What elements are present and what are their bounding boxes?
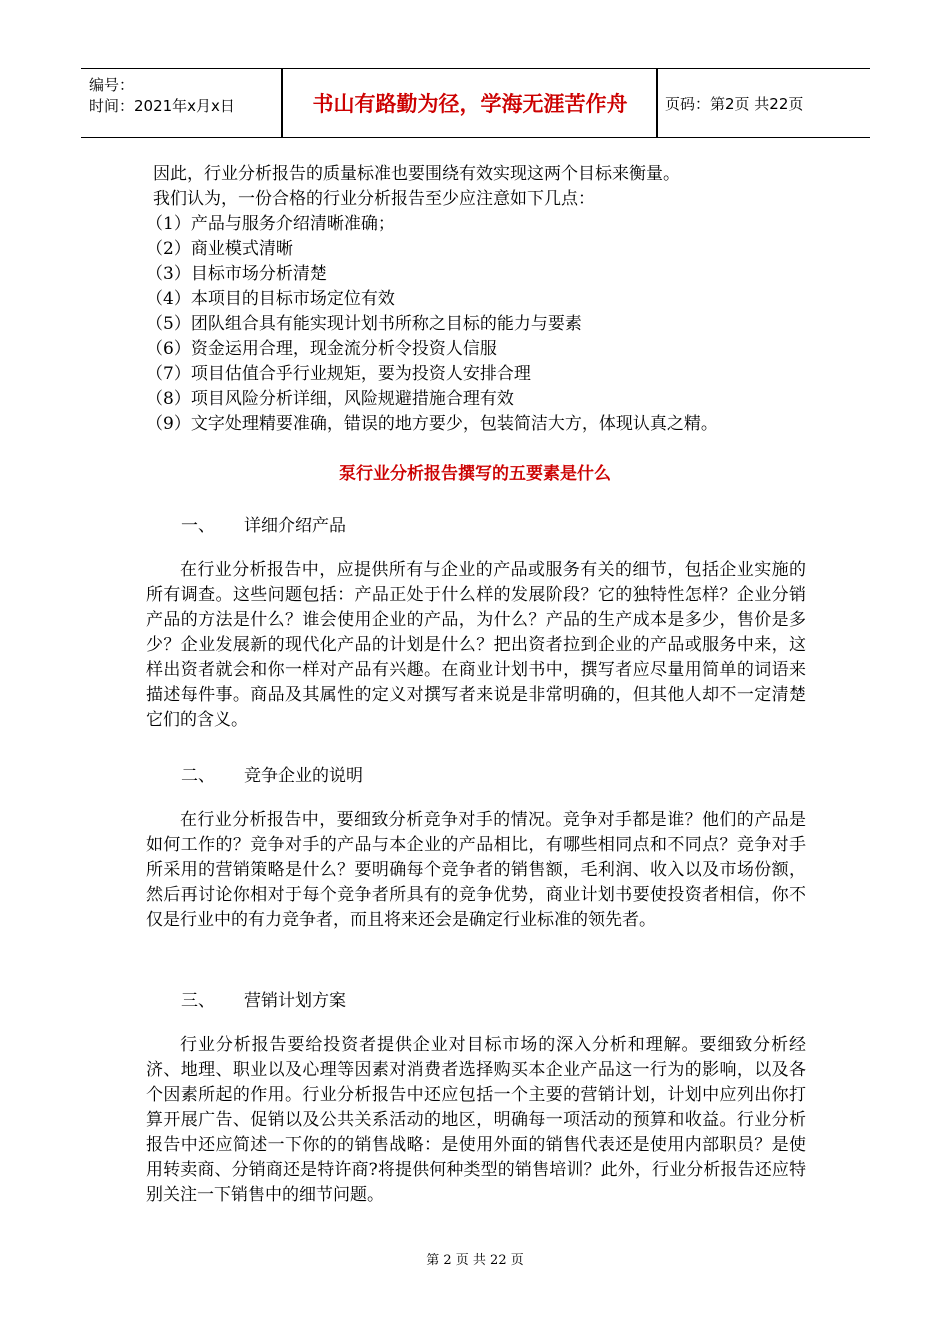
- list-item: （7）项目估值合乎行业规矩，要为投资人安排合理: [146, 364, 531, 384]
- section-body: 行业分析报告要给投资者提供企业对目标市场的深入分析和理解。要细致分析经济、地理、职业以及心理等因素对消费者选择购买本企业产品这一行为的影响，以及各个因素所起的作用。行业分析报告中还应包括一个主要的营销计划，计划中应列出你打算开展广告、促销以及公共关系活动的地区，明确每一项活动的预算和收益。行业分析报告中还应简述一下你的的销售战略：是使用外面的销售代表还是使用内部职员？是使用转卖商、分销商还是特许商?将提供何种类型的销售培训？此外，行业分析报告还应特别关注一下销售中的细节问题。: [146, 1035, 806, 1205]
- article-title: 泵行业分析报告撰写的五要素是什么: [339, 464, 611, 484]
- section-title: 竞争企业的说明: [244, 766, 363, 786]
- header-date: 时间：2021年x月x日: [89, 97, 235, 115]
- header-divider: [281, 69, 283, 137]
- page-footer: 第 2 页 共 22 页: [426, 1253, 524, 1268]
- section-title: 详细介绍产品: [244, 516, 346, 536]
- list-item: （4）本项目的目标市场定位有效: [146, 289, 395, 309]
- intro-line: 我们认为，一份合格的行业分析报告至少应注意如下几点：: [153, 189, 595, 209]
- list-item: （5）团队组合具有能实现计划书所称之目标的能力与要素: [146, 314, 582, 334]
- section-body: 在行业分析报告中，应提供所有与企业的产品或服务有关的细节，包括企业实施的所有调查。这些问题包括：产品正处于什么样的发展阶段？它的独特性怎样？企业分销产品的方法是什么？谁会使用企业的产品，为什么？产品的生产成本是多少，售价是多少？企业发展新的现代化产品的计划是什么？把出资者拉到企业的产品或服务中来，这样出资者就会和你一样对产品有兴趣。在商业计划书中，撰写者应尽量用简单的词语来描述每件事。商品及其属性的定义对撰写者来说是非常明确的，但其他人却不一定清楚它们的含义。: [146, 560, 806, 730]
- header-page-info: 页码：第2页 共22页: [665, 95, 804, 113]
- header-divider: [656, 69, 658, 137]
- list-item: （3）目标市场分析清楚: [146, 264, 327, 284]
- list-item: （8）项目风险分析详细，风险规避措施合理有效: [146, 389, 514, 409]
- header-number-label: 编号：: [89, 76, 135, 94]
- section-number: 三、: [181, 991, 215, 1011]
- section-body: 在行业分析报告中，要细致分析竞争对手的情况。竞争对手都是谁？他们的产品是如何工作的？竞争对手的产品与本企业的产品相比，有哪些相同点和不同点？竞争对手所采用的营销策略是什么？要明确每个竞争者的销售额，毛利润、收入以及市场份额，然后再讨论你相对于每个竞争者所具有的竞争优势，商业计划书要使投资者相信，你不仅是行业中的有力竞争者，而且将来还会是确定行业标准的领先者。: [146, 810, 806, 930]
- section-number: 二、: [181, 766, 215, 786]
- section-number: 一、: [181, 516, 215, 536]
- list-item: （6）资金运用合理，现金流分析令投资人信服: [146, 339, 497, 359]
- intro-line: 因此，行业分析报告的质量标准也要围绕有效实现这两个目标来衡量。: [153, 164, 680, 184]
- header-meta: [89, 75, 235, 117]
- section-title: 营销计划方案: [244, 991, 346, 1011]
- page-header: [81, 68, 870, 138]
- list-item: （2）商业模式清晰: [146, 239, 293, 259]
- list-item: （1）产品与服务介绍清晰准确；: [146, 214, 395, 234]
- header-motto: 书山有路勤为径，学海无涯苦作舟: [312, 92, 628, 116]
- list-item: （9）文字处理精要准确，错误的地方要少，包装简洁大方，体现认真之精。: [146, 414, 718, 434]
